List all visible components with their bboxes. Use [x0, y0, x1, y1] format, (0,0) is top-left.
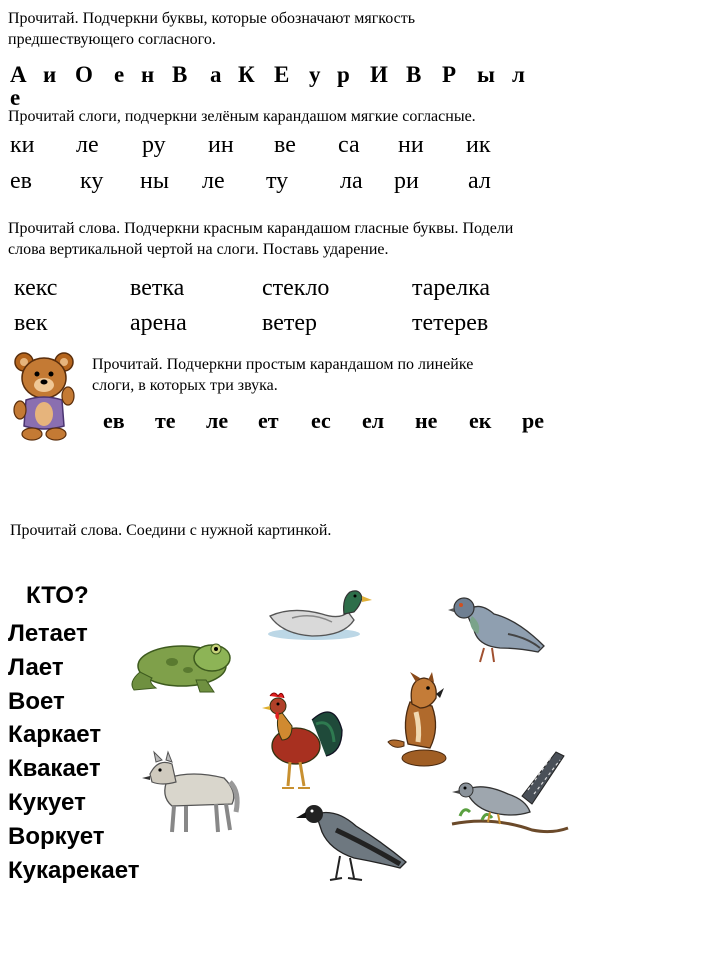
task4-instruction-line2: слоги, в которых три звука.	[92, 377, 278, 394]
letter: Е	[274, 62, 290, 87]
letter: у	[309, 62, 321, 87]
dog-picture	[380, 672, 456, 770]
syllable: ку	[80, 168, 104, 194]
letter: е	[10, 85, 21, 110]
syllable: ел	[362, 408, 385, 433]
word: кекс	[14, 275, 58, 301]
word: век	[14, 310, 48, 336]
verb-word: Летает	[8, 620, 88, 647]
syllable: ле	[76, 132, 99, 158]
syllable: ле	[202, 168, 225, 194]
letter: ы	[477, 62, 495, 87]
frog-picture	[126, 632, 238, 694]
letter: И	[370, 62, 388, 87]
question-title: КТО?	[26, 582, 89, 609]
word: ветер	[262, 310, 317, 336]
syllable: ки	[10, 132, 35, 158]
task3-instruction-line1: Прочитай слова. Подчеркни красным карандашом гласные буквы. Подели	[8, 220, 514, 237]
verb-word: Воет	[8, 688, 65, 715]
syllable: ле	[206, 408, 229, 433]
rooster-picture	[258, 690, 344, 794]
verb-word: Лает	[8, 654, 64, 681]
letter: О	[75, 62, 93, 87]
syllable: ри	[394, 168, 419, 194]
task1-instruction-line1: Прочитай. Подчеркни буквы, которые обозначают мягкость	[8, 10, 416, 27]
letter: е	[114, 62, 125, 87]
verb-word: Воркует	[8, 823, 105, 850]
letter: А	[10, 62, 27, 87]
syllable: ик	[466, 132, 491, 158]
word: стекло	[262, 275, 330, 301]
letter: В	[172, 62, 188, 87]
task5-instruction: Прочитай слова. Соедини с нужной картинкой.	[10, 522, 332, 539]
syllable: ек	[469, 408, 492, 433]
verb-word: Квакает	[8, 755, 101, 782]
letter: В	[406, 62, 422, 87]
task2-instruction: Прочитай слоги, подчеркни зелёным карандашом мягкие согласные.	[8, 108, 476, 125]
syllable: ал	[468, 168, 491, 194]
cuckoo-picture	[452, 746, 572, 842]
word: тарелка	[412, 275, 491, 301]
verb-word: Каркает	[8, 721, 102, 748]
letter: н	[141, 62, 155, 87]
syllable: ет	[258, 408, 279, 433]
syllable: ин	[208, 132, 234, 158]
pigeon-picture	[448, 590, 550, 668]
syllable: не	[415, 408, 438, 433]
syllable: ру	[142, 132, 166, 158]
duck-picture	[262, 584, 374, 646]
letter: К	[238, 62, 255, 87]
crow-picture	[296, 800, 410, 882]
syllable: ве	[274, 132, 296, 158]
task3-instruction-line2: слова вертикальной чертой на слоги. Поставь ударение.	[8, 241, 389, 258]
syllable: ла	[340, 168, 363, 194]
task1-instruction-line2: предшествующего согласного.	[8, 31, 216, 48]
letter: р	[337, 62, 350, 87]
letter: и	[43, 62, 57, 87]
task4-instruction-line1: Прочитай. Подчеркни простым карандашом по линейке	[92, 356, 474, 373]
syllable: ев	[103, 408, 125, 433]
syllable: ес	[311, 408, 331, 433]
letter: л	[512, 62, 525, 87]
letter: а	[210, 62, 222, 87]
verb-word: Кукует	[8, 789, 86, 816]
wolf-picture	[142, 752, 242, 836]
word: тетерев	[412, 310, 489, 336]
letter: Р	[442, 62, 457, 87]
word: арена	[130, 310, 187, 336]
syllable: са	[338, 132, 360, 158]
word: ветка	[130, 275, 185, 301]
syllable: ев	[10, 168, 32, 194]
verb-word: Кукарекает	[8, 857, 140, 884]
syllable: ту	[266, 168, 289, 194]
syllable: ны	[140, 168, 169, 194]
syllable: те	[155, 408, 176, 433]
syllable: ре	[522, 408, 544, 433]
syllable: ни	[398, 132, 424, 158]
